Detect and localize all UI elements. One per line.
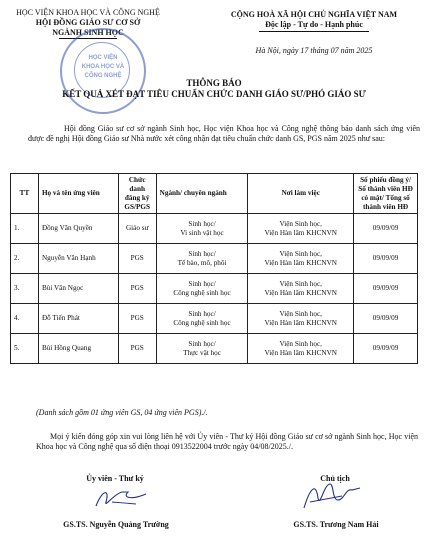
candidate-rank <box>118 214 156 244</box>
candidate-name <box>38 214 118 244</box>
candidate-major-line: Vi sinh vật học <box>180 228 224 237</box>
candidate-rank-line: PGS <box>130 254 144 262</box>
candidate-name-line: Nguyễn Văn Hạnh <box>41 254 96 262</box>
candidate-major <box>156 274 248 304</box>
row-number-line: 5. <box>14 344 20 352</box>
candidate-major-line: Công nghệ sinh học <box>173 288 231 297</box>
motto: Độc lập - Tự do - Hạnh phúc <box>265 20 363 29</box>
candidate-workplace <box>248 334 354 364</box>
candidate-rank-line: PGS <box>130 284 144 292</box>
candidate-workplace <box>248 214 354 244</box>
candidate-rank-line: Giáo sư <box>125 224 149 232</box>
row-number-line: 2. <box>14 254 20 262</box>
vote-result-line: 09/09/09 <box>372 284 399 292</box>
right-signer-name: GS.TS. Trương Nam Hải <box>293 520 379 529</box>
candidate-workplace-line: Viện Hàn lâm KHCNVN <box>264 258 337 267</box>
candidate-major-line: Sinh học/ <box>188 249 216 258</box>
vote-result-line: 09/09/09 <box>372 344 399 352</box>
right-signature <box>296 478 366 516</box>
candidate-name-line: Đồng Văn Quyền <box>41 224 93 232</box>
col-tt: TT <box>11 174 39 214</box>
vote-result <box>354 274 418 304</box>
candidate-workplace <box>248 244 354 274</box>
official-seal <box>60 28 146 114</box>
col-workplace: Nơi làm việc <box>248 174 354 214</box>
row-number-line: 4. <box>14 314 20 322</box>
candidate-workplace-line: Viện Sinh học, <box>279 279 322 288</box>
table-body <box>11 214 418 364</box>
col-rank: Chức danh đăng ký GS/PGS <box>118 174 156 214</box>
candidate-major <box>156 304 248 334</box>
candidate-table <box>10 173 418 364</box>
table-row <box>11 274 418 304</box>
candidate-rank <box>118 274 156 304</box>
table-row <box>11 334 418 364</box>
candidate-workplace-line: Viện Hàn lâm KHCNVN <box>264 288 337 297</box>
table-row <box>11 214 418 244</box>
notice-title: THÔNG BÁO <box>186 78 242 88</box>
notice-subtitle: KẾT QUẢ XÉT ĐẠT TIÊU CHUẨN CHỨC DANH GIÁO SƯ/PHÓ GIÁO SƯ <box>62 89 366 99</box>
left-signer-name: GS.TS. Nguyễn Quảng Trường <box>63 520 169 529</box>
candidate-workplace <box>248 304 354 334</box>
candidate-rank <box>118 334 156 364</box>
col-votes: Số phiếu đồng ý/ Số thành viên HĐ có mặt/ Tổng số thành viên HĐ <box>354 174 418 214</box>
right-signer-role: Chủ tịch <box>320 474 350 483</box>
vote-result <box>354 244 418 274</box>
candidate-major <box>156 214 248 244</box>
table-row <box>11 244 418 274</box>
table-row <box>11 304 418 334</box>
row-number <box>11 244 39 274</box>
candidate-major-line: Tế bào, mô, phôi <box>177 258 227 267</box>
seal-text-1: HỌC VIỆN <box>88 55 118 61</box>
feedback-paragraph: Mọi ý kiến đóng góp xin vui lòng liên hệ với Ủy viên - Thư ký Hội đồng Giáo sư cơ sở ngành Sinh học, Học viện Khoa học và Công nghệ qua số điện thoại 0913522004 trước ngày 04/08/2025./. <box>36 432 418 452</box>
row-number <box>11 274 39 304</box>
vote-result <box>354 214 418 244</box>
row-number <box>11 214 39 244</box>
left-signer-role: Ủy viên - Thư ký <box>86 474 144 483</box>
row-number-line: 1. <box>14 224 20 232</box>
candidate-rank <box>118 244 156 274</box>
candidate-workplace-line: Viện Hàn lâm KHCNVN <box>264 348 337 357</box>
candidate-major-line: Sinh học/ <box>188 309 216 318</box>
motto-underline <box>259 31 369 32</box>
candidate-major-line: Công nghệ sinh học <box>173 318 231 327</box>
table-header-row <box>11 174 418 214</box>
candidate-major-line: Sinh học/ <box>188 219 216 228</box>
candidate-major-line: Sinh học/ <box>188 339 216 348</box>
date-line: Hà Nội, ngày 17 tháng 07 năm 2025 <box>255 46 373 55</box>
candidate-name <box>38 274 118 304</box>
row-number <box>11 304 39 334</box>
candidate-workplace-line: Viện Sinh học, <box>279 219 322 228</box>
candidate-workplace-line: Viện Hàn lâm KHCNVN <box>264 228 337 237</box>
council-field: NGÀNH SINH HỌC <box>52 28 124 37</box>
candidate-major <box>156 244 248 274</box>
seal-text-3: CÔNG NGHỆ <box>84 73 122 79</box>
candidate-workplace-line: Viện Sinh học, <box>279 309 322 318</box>
candidate-name <box>38 304 118 334</box>
header-right <box>200 10 428 32</box>
vote-result <box>354 334 418 364</box>
council-name: HỘI ĐỒNG GIÁO SƯ CƠ SỞ <box>35 18 141 27</box>
vote-result-line: 09/09/09 <box>372 224 399 232</box>
candidate-workplace-line: Viện Hàn lâm KHCNVN <box>264 318 337 327</box>
row-number-line: 3. <box>14 284 20 292</box>
candidate-rank-line: PGS <box>130 314 144 322</box>
country-name: CỘNG HOÀ XÃ HỘI CHỦ NGHĨA VIỆT NAM <box>230 10 398 19</box>
seal-text-2: KHOA HỌC VÀ <box>81 64 125 70</box>
candidate-rank <box>118 304 156 334</box>
vote-result-line: 09/09/09 <box>372 254 399 262</box>
candidate-name-line: Bùi Văn Ngọc <box>41 284 84 292</box>
row-number <box>11 334 39 364</box>
candidate-major-line: Sinh học/ <box>188 279 216 288</box>
intro-paragraph: Hội đồng Giáo sư cơ sở ngành Sinh học, Học viện Khoa học và Công nghệ thông báo danh sách ứng viên được đề nghị Hội đồng Giáo sư Nhà nước xét công nhận đạt tiêu chuẩn chức danh GS, PGS năm 2025 như sau: <box>28 124 420 144</box>
col-name: Họ và tên ứng viên <box>38 174 118 214</box>
col-major: Ngành/ chuyên ngành <box>156 174 248 214</box>
candidate-name <box>38 244 118 274</box>
candidate-major-line: Thực vật học <box>183 348 221 357</box>
candidate-workplace <box>248 274 354 304</box>
candidate-rank-line: PGS <box>130 344 144 352</box>
agency-name: HỌC VIỆN KHOA HỌC VÀ CÔNG NGHỆ <box>16 8 160 17</box>
candidate-major <box>156 334 248 364</box>
table-note: (Danh sách gồm 01 ứng viên GS, 04 ứng viên PGS)./. <box>36 408 208 417</box>
candidate-name <box>38 334 118 364</box>
candidate-name-line: Đỗ Tiến Phát <box>41 314 80 322</box>
candidate-workplace-line: Viện Sinh học, <box>279 249 322 258</box>
left-signature <box>92 484 152 514</box>
vote-result-line: 09/09/09 <box>372 314 399 322</box>
candidate-workplace-line: Viện Sinh học, <box>279 339 322 348</box>
candidate-name-line: Bùi Hồng Quang <box>41 344 92 352</box>
vote-result <box>354 304 418 334</box>
